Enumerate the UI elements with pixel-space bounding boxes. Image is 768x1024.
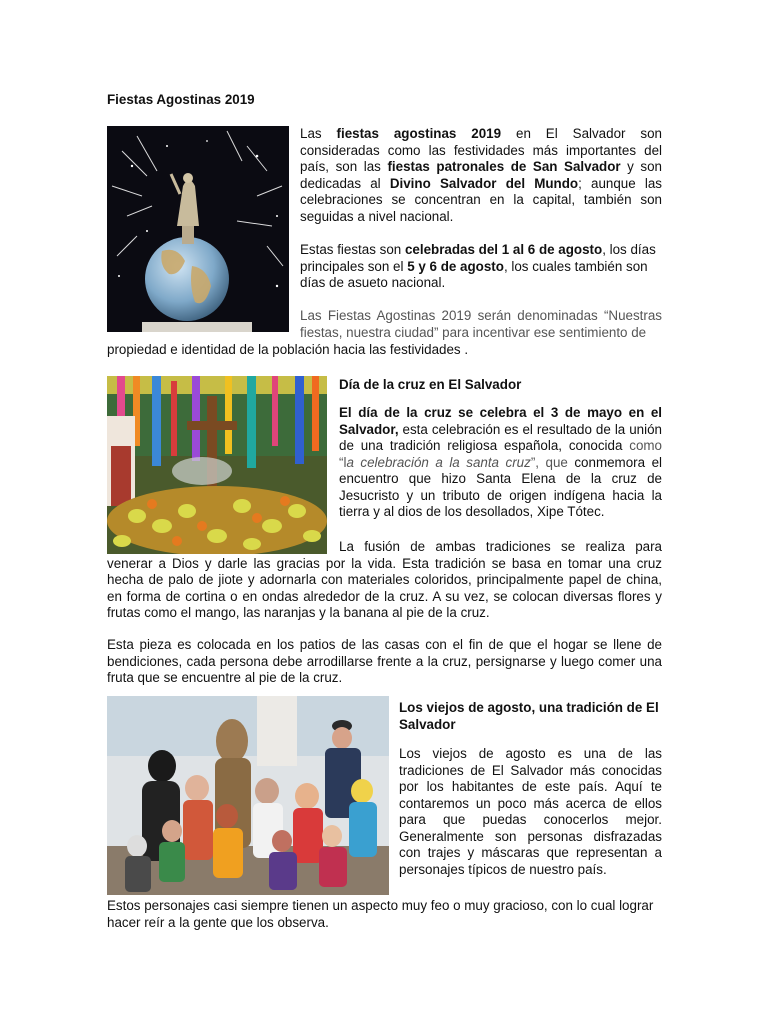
dia-de-la-cruz-paragraph <box>339 405 662 521</box>
text-run-italic: a celebración a la santa cruz <box>346 454 531 470</box>
text-run: Estas fiestas son <box>300 242 405 257</box>
text-run: esta celebración es el resultado de la unión de una tradición religiosa española, conocida <box>339 421 662 453</box>
text-run: ”, que <box>530 454 568 470</box>
text-run: , los días principales son el <box>300 242 656 274</box>
text-run-bold: 5 y 6 de agosto <box>407 258 504 274</box>
fusion-paragraph: La fusión de ambas tradiciones se realiza para venerar a Dios y darle las gracias por la vida. Esta tradición se basa en tomar una cruz hecha de palo de jiote y adornarla con materiales coloridos, principalmente papel de china, en forma de cortina o en ondas alrededor de la cruz. A su vez, se colocan diversas flores y frutas como el mango, las naranjas y la banana al pie de la cruz. <box>107 539 662 620</box>
dia-de-la-cruz-heading: Día de la cruz en El Salvador <box>339 377 522 392</box>
text-run: Las <box>300 126 337 141</box>
text-run-bold: celebradas del 1 al 6 de agosto <box>404 242 603 257</box>
text-run-bold: El día de la cruz se celebra el 3 de mayo en el Salvador, <box>339 405 662 437</box>
slogan-paragraph: Las Fiestas Agostinas 2019 serán denominadas “Nuestras fiestas, nuestra ciudad” para incentivar ese sentimiento de <box>300 308 662 340</box>
text-run: conmemora el encuentro que hizo Santa Elena de la cruz de Jesucristo y un tributo de origen indígena hacia la tierra y al dios de los desollados, Xipe Tótec. <box>339 454 662 519</box>
personajes-paragraph: Estos personajes casi siempre tienen un aspecto muy feo o muy gracioso, con lo cual lograr hacer reír a la gente que los observa. <box>107 898 654 930</box>
text-run: ; aunque las celebraciones se concentran en la capital, también son seguidas a nivel nacional. <box>300 175 662 224</box>
text-run: en El Salvador son consideradas como las festividades más importantes del país, son las <box>300 126 662 174</box>
text-run-bold: Divino Salvador del Mundo <box>389 175 579 191</box>
text-run-bold: fiestas agostinas 2019 <box>336 126 502 141</box>
dates-paragraph <box>300 242 664 292</box>
text-run-bold: fiestas patronales de San Salvador <box>387 159 621 174</box>
monument-photo <box>107 126 289 332</box>
slogan-paragraph-continued: propiedad e identidad de la población hacia las festividades . <box>107 342 469 357</box>
viejos-de-agosto-photo <box>107 696 389 895</box>
dia-de-la-cruz-photo <box>107 376 327 554</box>
intro-paragraph <box>300 126 662 225</box>
text-run: y son dedicadas al <box>300 159 663 191</box>
text-run: como “l <box>339 438 662 470</box>
text-run: , los cuales también son días de asueto nacional. <box>300 258 648 290</box>
viejos-de-agosto-paragraph: Los viejos de agosto es una de las tradiciones de El Salvador más conocidas por los habitantes de este país. Aquí te contaremos un poco más acerca de ellos para que puedas conocerlos mejor. Generalmente son personas disfrazadas con trajes y máscaras que representan a personajes típicos de nuestro país. <box>399 746 662 877</box>
viejos-de-agosto-heading: Los viejos de agosto, una tradición de El Salvador <box>399 700 659 732</box>
document-title: Fiestas Agostinas 2019 <box>107 92 255 107</box>
bendiciones-paragraph: Esta pieza es colocada en los patios de las casas con el fin de que el hogar se llene de bendiciones, cada persona debe arrodillarse frente a la cruz, persignarse y luego comer una fruta que se encuentre al pie de la cruz. <box>107 637 662 685</box>
